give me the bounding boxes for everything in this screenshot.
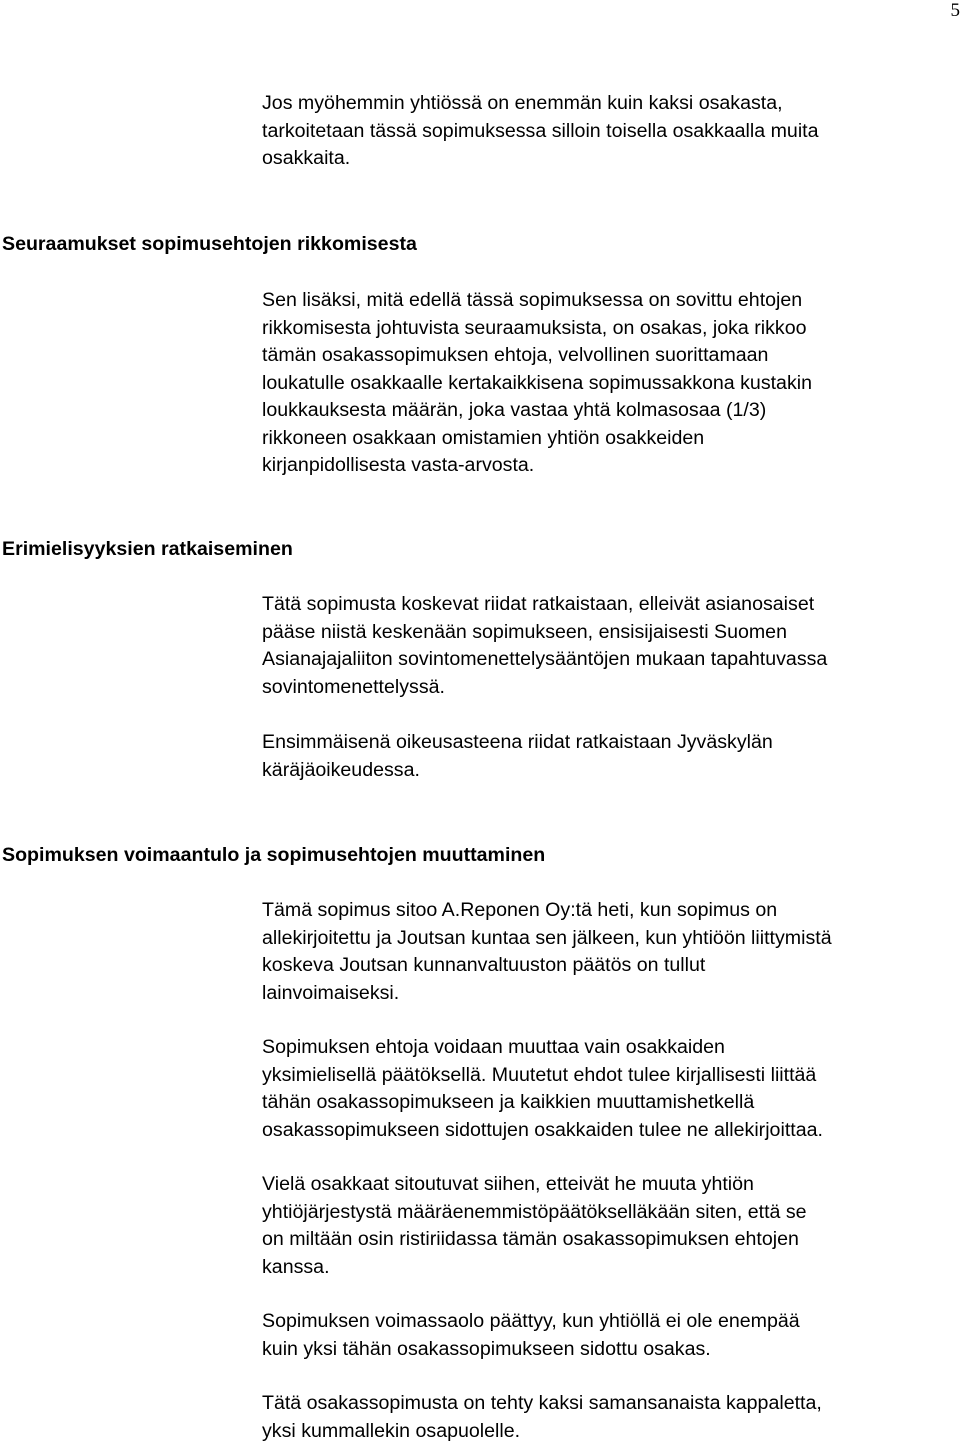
text-line: Ensimmäisenä oikeusasteena riidat ratkaistaan Jyväskylän (262, 731, 773, 753)
text-line: tämän osakassopimuksen ehtoja, velvollinen suorittamaan (262, 344, 769, 366)
text-line: Tämä sopimus sitoo A.Reponen Oy:tä heti, kun sopimus on (262, 899, 778, 921)
page-number: 5 (950, 0, 960, 21)
breach-consequences-paragraph (262, 287, 812, 480)
text-line: Asianajajaliiton sovintomenettelysääntöjen mukaan tapahtuvassa (262, 648, 828, 670)
text-line: rikkomisesta johtuvista seuraamuksista, on osakas, joka rikkoo (262, 316, 807, 339)
text-line: rikkoneen osakkaan omistamien yhtiön osakkeiden (262, 426, 705, 449)
entry-into-force-paragraph-5 (262, 1390, 822, 1445)
section-heading-breach-consequences: Seuraamukset sopimusehtojen rikkomisesta (2, 233, 417, 255)
text-line: Sen lisäksi, mitä edellä tässä sopimuksessa on sovittu ehtojen (262, 289, 803, 311)
intro-paragraph (262, 90, 819, 173)
text-line: loukkauksesta määrän, joka vastaa yhtä kolmasosaa (1/3) (262, 399, 767, 421)
text-line: tähän osakassopimukseen ja kaikkien muuttamishetkellä (262, 1091, 755, 1113)
text-line: allekirjoitettu ja Joutsan kuntaa sen jälkeen, kun yhtiöön liittymistä (262, 926, 832, 949)
text-line: yhtiöjärjestystä määräenemmistöpäätöksellä​kään siten, että se (262, 1200, 807, 1223)
text-line: lainvoimaiseksi. (262, 981, 400, 1004)
text-line: osakassopimukseen sidottujen osakkaiden tulee ne allekirjoittaa. (262, 1118, 823, 1141)
text-line: Vielä osakkaat sitoutuvat siihen, etteivät he muuta yhtiön (262, 1173, 754, 1195)
text-line: pääse niistä keskenään sopimukseen, ensisijaisesti Suomen (262, 620, 787, 643)
text-line: yksi kummallekin osapuolelle. (262, 1419, 521, 1442)
section-heading-entry-into-force: Sopimuksen voimaantulo ja sopimusehtojen muuttaminen (2, 844, 546, 866)
text-line: kirjanpidollisesta vasta-arvosta. (262, 454, 535, 476)
text-line: sovintomenettelyssä. (262, 675, 445, 698)
text-line: kanssa. (262, 1255, 330, 1278)
dispute-resolution-paragraph-1 (262, 591, 827, 701)
dispute-resolution-paragraph-2 (262, 729, 773, 784)
text-line: käräjäoikeudessa. (262, 758, 420, 781)
text-line: koskeva Joutsan kunnanvaltuuston päätös on tullut (262, 954, 706, 976)
text-line: Tätä sopimusta koskevat riidat ratkaistaan, elleivät asianosaiset (262, 593, 815, 615)
entry-into-force-paragraph-1 (262, 897, 832, 1007)
text-line: Sopimuksen ehtoja voidaan muuttaa vain osakkaiden (262, 1036, 725, 1058)
text-line: loukatulle osakkaalle kertakaikkisena sopimussakkona kustakin (262, 371, 813, 394)
section-heading-dispute-resolution: Erimielisyyksien ratkaiseminen (2, 538, 293, 560)
text-line: yksimielisellä päätöksellä. Muutetut ehdot tulee kirjallisesti liittää (262, 1063, 817, 1086)
text-line: on miltään osin ristiriidassa tämän osakassopimuksen ehtojen (262, 1228, 799, 1250)
text-line: Tätä osakassopimusta on tehty kaksi samansanaista kappaletta, (262, 1392, 822, 1414)
text-line: kuin yksi tähän osakassopimukseen sidottu osakas. (262, 1337, 711, 1360)
text-line: tarkoitetaan tässä sopimuksessa silloin toisella osakkaalla muita (262, 119, 819, 142)
text-line: Sopimuksen voimassaolo päättyy, kun yhtiöllä ei ole enempää (262, 1310, 800, 1332)
entry-into-force-paragraph-4 (262, 1308, 800, 1363)
text-line: Jos myöhemmin yhtiössä on enemmän kuin kaksi osakasta, (262, 92, 783, 114)
entry-into-force-paragraph-3 (262, 1171, 807, 1281)
text-line: osakkaita. (262, 147, 351, 169)
entry-into-force-paragraph-2 (262, 1034, 823, 1144)
